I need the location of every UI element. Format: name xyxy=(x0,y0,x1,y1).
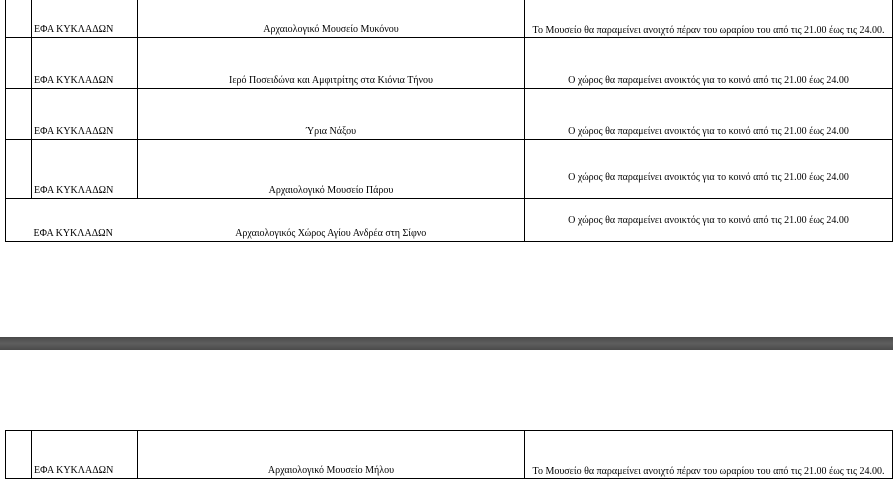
blank-cell xyxy=(6,199,32,242)
blank-cell xyxy=(6,140,32,199)
note-cell xyxy=(525,431,893,479)
note-text: Ο χώρος θα παραμείνει ανοικτός για το κοινό από τις 21.00 έως 24.00 xyxy=(568,215,849,226)
note-text: Ο χώρος θα παραμείνει ανοικτός για το κοινό από τις 21.00 έως 24.00 xyxy=(568,172,849,183)
table-row xyxy=(6,140,893,199)
document-page-bottom xyxy=(0,350,893,478)
site-cell xyxy=(138,431,525,479)
org-text: ΕΦΑ ΚΥΚΛΑΔΩΝ xyxy=(34,185,114,196)
blank-cell xyxy=(6,38,32,89)
site-cell xyxy=(138,140,525,199)
note-text: Ο χώρος θα παραμείνει ανοικτός για το κοινό από τις 21.00 έως 24.00 xyxy=(568,75,849,86)
site-text: Ύρια Νάξου xyxy=(305,126,357,137)
site-cell xyxy=(138,89,525,140)
table-row xyxy=(6,199,893,242)
schedule-table-bottom xyxy=(5,430,893,479)
page-separator xyxy=(0,337,893,350)
org-cell xyxy=(32,199,138,242)
site-cell xyxy=(138,0,525,38)
table-row xyxy=(6,38,893,89)
site-cell xyxy=(138,38,525,89)
blank-cell xyxy=(6,431,32,479)
org-cell xyxy=(32,431,138,479)
site-text: Αρχαιολογικός Χώρος Αγίου Ανδρέα στη Σίφνο xyxy=(235,228,427,239)
site-text: Ιερό Ποσειδώνα και Αμφιτρίτης στα Κιόνια Τήνου xyxy=(229,75,433,86)
org-text: ΕΦΑ ΚΥΚΛΑΔΩΝ xyxy=(34,465,114,476)
org-text: ΕΦΑ ΚΥΚΛΑΔΩΝ xyxy=(33,228,113,239)
org-text: ΕΦΑ ΚΥΚΛΑΔΩΝ xyxy=(34,75,114,86)
note-cell xyxy=(525,199,893,242)
note-cell xyxy=(525,140,893,199)
table-row xyxy=(6,431,893,479)
note-cell xyxy=(525,38,893,89)
table-row xyxy=(6,0,893,38)
note-cell xyxy=(525,0,893,38)
note-text: Το Μουσείο θα παραμείνει ανοιχτό πέραν του ωραρίου του από τις 21.00 έως τις 24.00. xyxy=(532,25,885,36)
org-cell xyxy=(32,38,138,89)
blank-cell xyxy=(6,89,32,140)
blank-cell xyxy=(6,0,32,38)
note-text: Ο χώρος θα παραμείνει ανοικτός για το κοινό από τις 21.00 έως 24.00 xyxy=(568,126,849,137)
schedule-table-top xyxy=(5,0,893,242)
org-text: ΕΦΑ ΚΥΚΛΑΔΩΝ xyxy=(34,126,114,137)
note-cell xyxy=(525,89,893,140)
org-cell xyxy=(32,0,138,38)
site-text: Αρχαιολογικό Μουσείο Πάρου xyxy=(268,185,394,196)
site-cell xyxy=(138,199,525,242)
site-text: Αρχαιολογικό Μουσείο Μυκόνου xyxy=(263,24,399,35)
note-text: Το Μουσείο θα παραμείνει ανοιχτό πέραν του ωραρίου του από τις 21.00 έως τις 24.00. xyxy=(532,466,885,477)
org-cell xyxy=(32,140,138,199)
site-text: Αρχαιολογικό Μουσείο Μήλου xyxy=(267,465,395,476)
org-text: ΕΦΑ ΚΥΚΛΑΔΩΝ xyxy=(34,24,114,35)
org-cell xyxy=(32,89,138,140)
table-row xyxy=(6,89,893,140)
